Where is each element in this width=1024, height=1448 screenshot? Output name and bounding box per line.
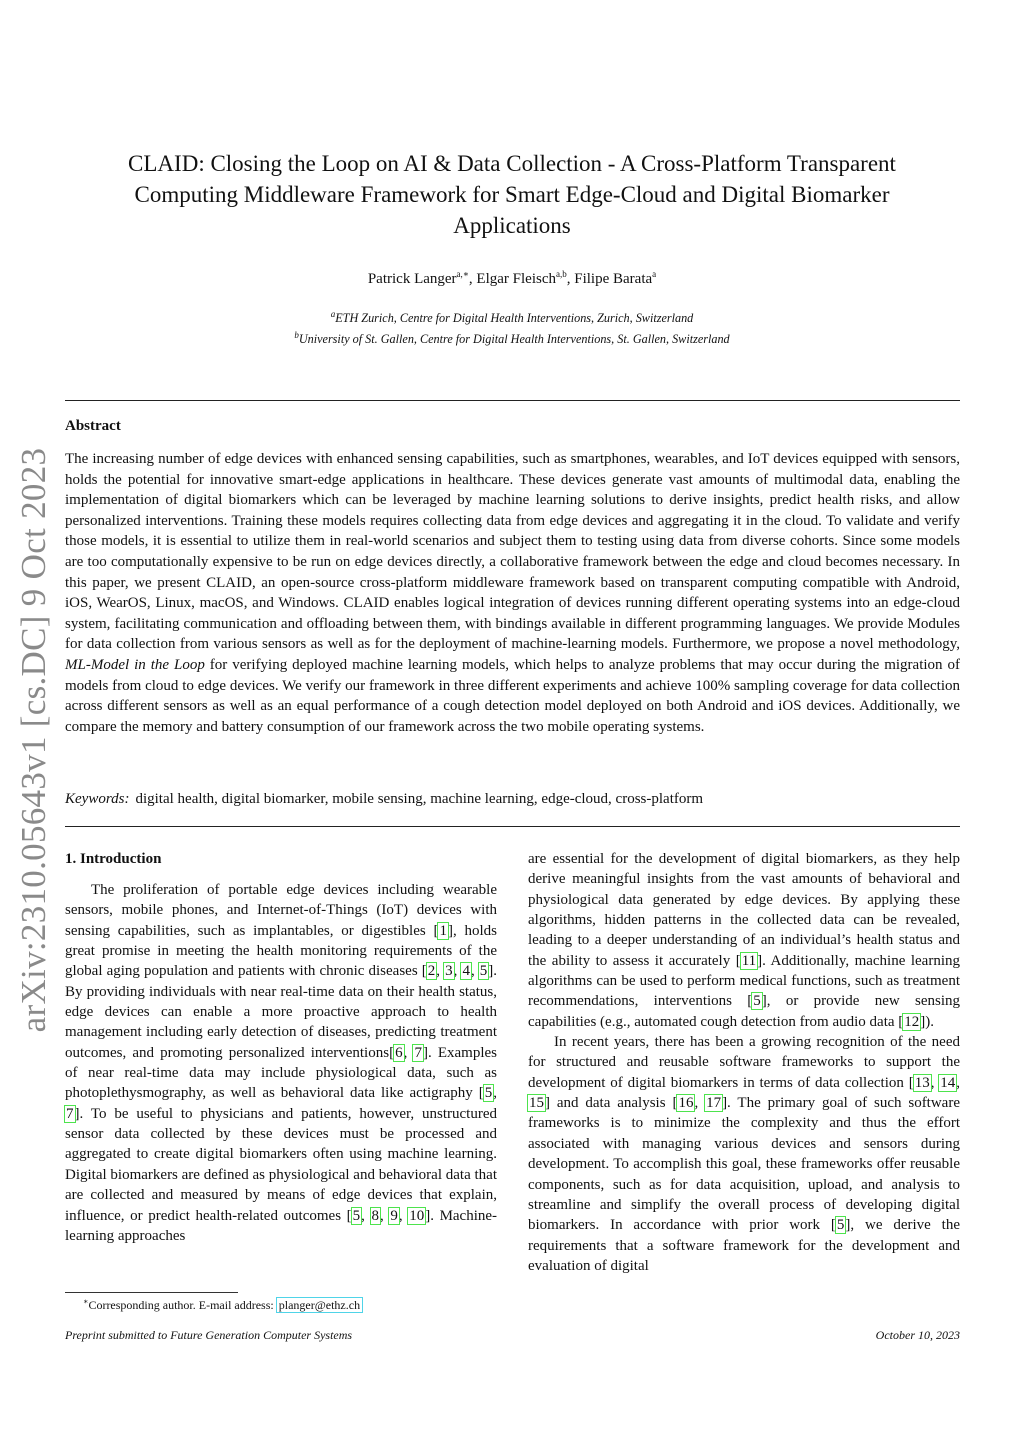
abstract-body: The increasing number of edge devices with enhanced sensing capabilities, such as smartphones, wearables, and IoT devices equipped with sensors, holds the potential for innovative smart-edge applications in healthcare. These devices generate vast amounts of multimodal data, enabling the implementation of digital biomarkers which can be leveraged by machine learning solutions to derive insights, predict health risks, and allow personalized interventions. Training these models requires collecting data from edge devices and aggregating it in the cloud. To validate and verify those models, it is essential to utilize them in real-world scenarios and subject them to testing using data from diverse cohorts. Since some models are too computationally expensive to be run on edge devices directly, a collaborative framework between the edge and cloud becomes necessary. In this paper, we present CLAID, an open-source cross-platform middleware framework based on transparent computing compatible with Android, iOS, WearOS, Linux, macOS, and Windows. CLAID enables logical integration of devices running different operating systems into an edge-cloud system, facilitating communication and offloading between them, with bindings available in different programming languages. We provide Modules for data collection from various sensors as well as for the deployment of machine-learning models. Furthermore, we propose a novel methodology, ML-Model in the Loop for verifying deployed machine learning models, which helps to analyze problems that may occur during the migration of models from cloud to edge devices. We verify our framework in three different experiments and achieve 100% sampling coverage for data collection across different sensors as well as an equal performance of a cough detection model deployed on both Android and iOS devices. Additionally, we compare the memory and battery consumption of our framework across the two mobile operating systems. xyxy=(65,451,960,735)
citation-link[interactable]: 11 xyxy=(741,952,757,969)
author-affil-marker: a,b xyxy=(556,269,567,279)
intro-paragraph-3: In recent years, there has been a growing recognition of the need for structured and reusable software frameworks to support the development of digital biomarkers in terms of data collection [13, 14, 15] and data analysis [16, 17]. The primary goal of such software frameworks is to minimize the complexity and thus the effort associated with managing various devices and sensors during development. To accomplish this goal, these frameworks offer reusable components, such as for data acquisition, upload, and analysis to streamline and simplify the overall process of developing digital biomarkers. In accordance with prior work [5], we derive the requirements that a software framework for the development and evaluation of digital xyxy=(528,1034,961,1274)
citation-link[interactable]: 2 xyxy=(427,963,436,980)
keywords-text: digital health, digital biomarker, mobile sensing, machine learning, edge-cloud, cross-platform xyxy=(135,791,704,807)
intro-paragraph-1: The proliferation of portable edge devices including wearable sensors, mobile phones, and Internet-of-Things (IoT) devices with sensing capabilities, such as implantables, or digestibles [1], holds great promise in meeting the health monitoring requirements of the global aging population and patients with chronic diseases [2, 3, 4, 5]. By providing individuals with near real-time data on their health status, edge devices can enable a more proactive approach to health management including early detection of diseases, predicting treatment outcomes, and promoting personalized interventions[6, 7]. Examples of near real-time data may include physiological data, such as photoplethysmography, as well as behavioral data like actigraphy [5, 7]. To be useful to physicians and patients, however, unstructured sensor data collected by these devices must be processed and aggregated to create digital biomarkers often using machine learning. Digital biomarkers are defined as physiological and behavioral data that are collected and measured by means of edge devices that explain, influence, or predict health-related outcomes [5, 8, 9, 10]. Machine-learning approaches xyxy=(65,882,498,1244)
citation-link[interactable]: 4 xyxy=(462,963,470,980)
paper-title: CLAID: Closing the Loop on AI & Data Collection - A Cross-Platform Transparent Computing Middleware Framework for Smart Edge-Cloud and Digital Biomarker Applications xyxy=(128,151,896,238)
abstract-emphasis: ML-Model in the Loop xyxy=(65,656,205,673)
citation-link[interactable]: 5 xyxy=(753,993,761,1010)
citation-link[interactable]: 13 xyxy=(914,1074,930,1091)
author-name: Patrick Langer xyxy=(367,271,457,287)
citation-link[interactable]: 5 xyxy=(836,1217,845,1234)
citation-link[interactable]: 16 xyxy=(678,1095,694,1112)
footer-date: October 10, 2023 xyxy=(875,1328,960,1342)
author-list: Patrick Langer$^{a,∗}$, Elgar Fleisch$^{a,b}$, Filipe Barata$^a$ xyxy=(367,269,657,287)
section-heading-introduction: 1. Introduction xyxy=(65,851,162,867)
citation-link[interactable]: 9 xyxy=(390,1207,398,1224)
left-column xyxy=(65,849,497,1246)
citation-link[interactable]: 1 xyxy=(439,922,447,939)
citation-link[interactable]: 5 xyxy=(479,963,488,980)
citation-link[interactable]: 5 xyxy=(352,1207,361,1224)
right-column xyxy=(528,849,960,1276)
top-divider xyxy=(65,400,960,401)
footer-journal: Preprint submitted to Future Generation Computer Systems xyxy=(65,1328,353,1342)
affiliation-line: $^b$University of St. Gallen, Centre for Digital Health Interventions, St. Gallen, Switzerland xyxy=(294,330,730,347)
affiliation-line: $^a$ETH Zurich, Centre for Digital Health Interventions, Zurich, Switzerland xyxy=(330,309,694,326)
abstract-bottom-divider xyxy=(65,826,960,827)
author-name: Elgar Fleisch xyxy=(476,271,556,287)
author-name: Filipe Barata xyxy=(574,271,653,287)
author-affil-marker: a xyxy=(652,269,657,279)
citation-link[interactable]: 12 xyxy=(904,1013,920,1030)
footnote: ∗Corresponding author. E-mail address: planger@ethz.ch xyxy=(83,1297,361,1312)
citation-link[interactable]: 14 xyxy=(940,1074,956,1091)
citation-link[interactable]: 8 xyxy=(371,1207,379,1224)
citation-link[interactable]: 5 xyxy=(484,1085,493,1102)
arxiv-id-text: arXiv:2310.05643v1 [cs.DC] 9 Oct 2023 xyxy=(14,447,53,1033)
citation-link[interactable]: 15 xyxy=(529,1095,544,1112)
intro-paragraph-2: are essential for the development of digital biomarkers, as they help derive meaningful insights from the vast amounts of behavioral and physiological data generated by edge devices. By applying these algorithms, hidden patterns in the collected data can be revealed, leading to a deeper understanding of an individual’s health status and the ability to assess it accurately [11]. Additionally, machine learning algorithms can be used to perform medical functions, such as treatment recommendations, interventions [5], or provide new sensing capabilities (e.g., automated cough detection from audio data [12]). xyxy=(528,851,960,1030)
citation-link[interactable]: 6 xyxy=(395,1044,403,1061)
citation-link[interactable]: 17 xyxy=(706,1095,722,1112)
footnote-marker: ∗ xyxy=(83,1297,89,1306)
citation-link[interactable]: 7 xyxy=(414,1044,422,1061)
abstract-heading: Abstract xyxy=(65,418,121,434)
keywords xyxy=(65,791,960,808)
citation-link[interactable]: 10 xyxy=(409,1207,425,1224)
citation-link[interactable]: 3 xyxy=(445,963,453,980)
author-affil-marker: a,∗ xyxy=(456,269,469,279)
affiliations xyxy=(80,306,944,348)
footnote-divider xyxy=(65,1292,238,1293)
keywords-label: Keywords: xyxy=(65,791,130,807)
arxiv-side-identifier xyxy=(14,420,54,1060)
citation-link[interactable]: 7 xyxy=(66,1105,74,1122)
corresponding-email-link[interactable]: planger@ethz.ch xyxy=(278,1298,361,1312)
